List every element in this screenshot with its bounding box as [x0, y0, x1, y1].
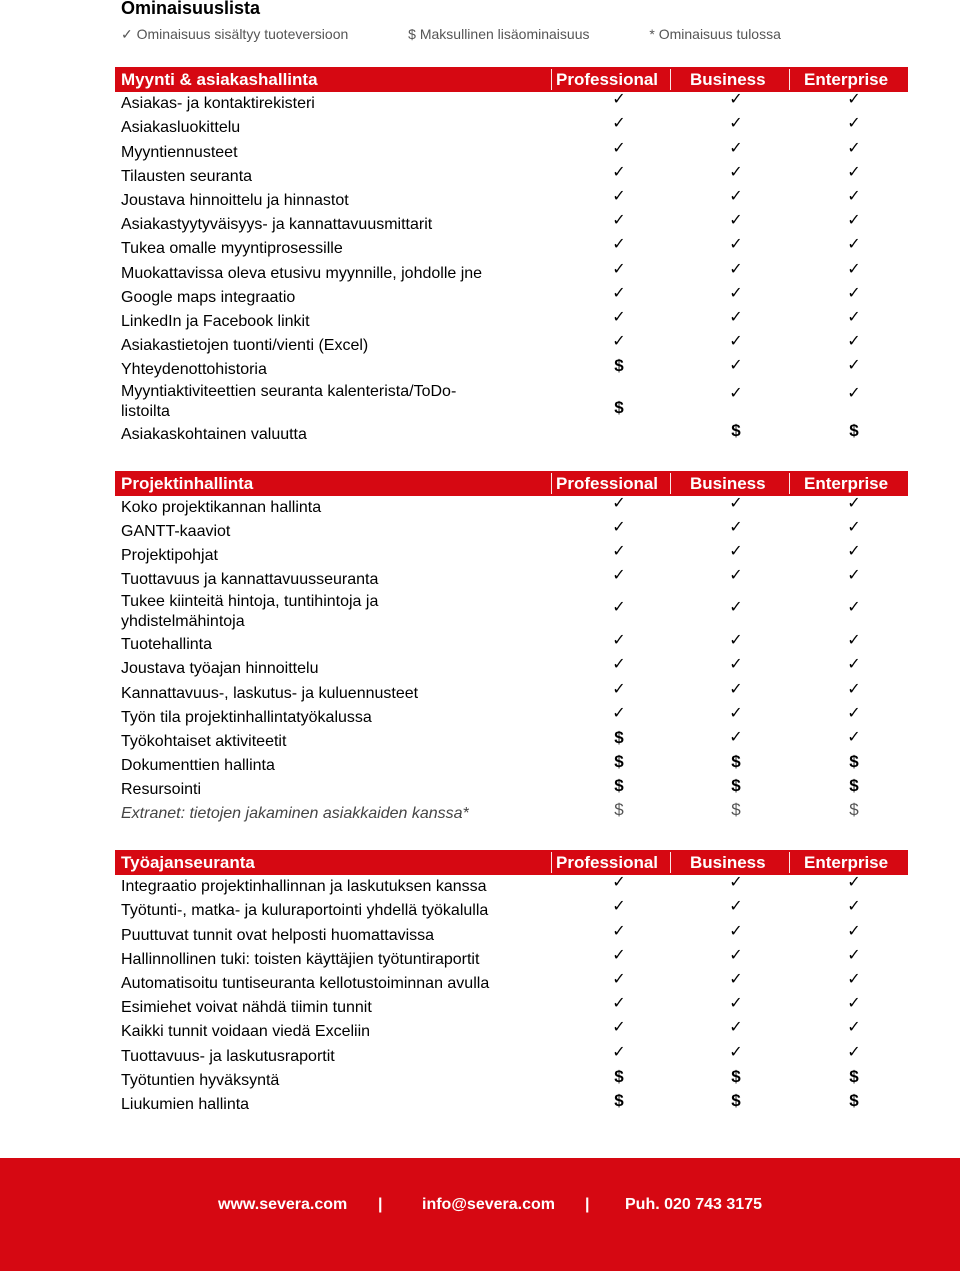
- check-icon: ✓: [729, 495, 743, 512]
- paid-feature-icon: $: [614, 1067, 624, 1086]
- check-icon: ✓: [612, 236, 626, 253]
- paid-feature-icon: $: [614, 398, 624, 417]
- check-icon: ✓: [729, 115, 743, 132]
- feature-row: [121, 495, 911, 518]
- feature-row: [121, 567, 911, 590]
- column-divider: [551, 69, 552, 90]
- feature-label: Projektipohjat: [121, 547, 218, 564]
- legend-upcoming: * Ominaisuus tulossa: [649, 26, 781, 42]
- check-icon: ✓: [847, 115, 861, 132]
- feature-label: Dokumenttien hallinta: [121, 757, 275, 774]
- feature-row: [121, 800, 911, 824]
- feature-label: Koko projektikannan hallinta: [121, 499, 322, 516]
- footer-separator: |: [378, 1196, 383, 1213]
- check-icon: ✓: [847, 656, 861, 673]
- feature-label: Esimiehet voivat nähdä tiimin tunnit: [121, 999, 372, 1016]
- feature-row: [121, 898, 911, 921]
- check-icon: ✓: [729, 236, 743, 253]
- feature-row: [121, 519, 911, 542]
- check-icon: ✓: [729, 971, 743, 988]
- feature-row: [121, 261, 911, 284]
- check-icon: ✓: [729, 333, 743, 350]
- check-icon: ✓: [847, 91, 861, 108]
- column-divider: [551, 852, 552, 873]
- feature-row: [121, 1019, 911, 1042]
- paid-feature-icon: $: [614, 776, 624, 795]
- feature-label: Työn tila projektinhallintatyökalussa: [121, 709, 372, 726]
- feature-label: Resursointi: [121, 781, 202, 798]
- feature-label: Tilausten seuranta: [121, 168, 253, 185]
- check-icon: ✓: [729, 1019, 743, 1036]
- check-icon: ✓: [847, 495, 861, 512]
- feature-label: Työtunti-, matka- ja kuluraportointi yhdellä työkalulla: [121, 902, 489, 919]
- check-icon: ✓: [847, 567, 861, 584]
- feature-label: Työtuntien hyväksyntä: [121, 1072, 280, 1089]
- check-icon: ✓: [612, 874, 626, 891]
- column-divider: [789, 473, 790, 494]
- paid-feature-icon: $: [731, 421, 741, 440]
- feature-row: [121, 923, 911, 946]
- feature-row: [121, 356, 911, 380]
- feature-label: Yhteydenottohistoria: [121, 361, 267, 378]
- check-icon: ✓: [729, 656, 743, 673]
- feature-label: Automatisoitu tuntiseuranta kellotustoiminnan avulla: [121, 975, 490, 992]
- check-icon: ✓: [729, 729, 743, 746]
- check-icon: ✓: [612, 656, 626, 673]
- feature-label: Integraatio projektinhallinnan ja laskutuksen kanssa: [121, 878, 487, 895]
- paid-feature-icon: $: [614, 752, 624, 771]
- feature-row: [121, 91, 911, 114]
- column-header-business: Business: [690, 474, 766, 493]
- feature-label: Tuottavuus- ja laskutusraportit: [121, 1048, 335, 1065]
- feature-label: GANTT-kaaviot: [121, 523, 231, 540]
- check-icon: ✓: [612, 705, 626, 722]
- check-icon: ✓: [612, 567, 626, 584]
- feature-label: Joustava työajan hinnoittelu: [121, 660, 319, 677]
- check-icon: ✓: [729, 995, 743, 1012]
- column-header-business: Business: [690, 70, 766, 89]
- check-icon: ✓: [612, 923, 626, 940]
- check-icon: ✓: [612, 285, 626, 302]
- paid-feature-icon: $: [731, 1067, 741, 1086]
- check-icon: ✓: [847, 995, 861, 1012]
- check-icon: ✓: [729, 898, 743, 915]
- check-icon: ✓: [612, 898, 626, 915]
- check-icon: ✓: [847, 729, 861, 746]
- paid-feature-icon: $: [614, 800, 624, 819]
- check-icon: ✓: [612, 115, 626, 132]
- check-icon: ✓: [847, 385, 861, 402]
- check-icon: ✓: [612, 309, 626, 326]
- check-icon: ✓: [612, 212, 626, 229]
- check-icon: ✓: [729, 140, 743, 157]
- feature-label: Kaikki tunnit voidaan viedä Exceliin: [121, 1023, 371, 1040]
- legend-paid: $ Maksullinen lisäominaisuus: [408, 26, 590, 42]
- section-title: Myynti & asiakashallinta: [121, 70, 318, 89]
- feature-label: Kannattavuus-, laskutus- ja kuluennusteet: [121, 685, 419, 702]
- check-icon: ✓: [729, 681, 743, 698]
- check-icon: ✓: [612, 632, 626, 649]
- check-icon: ✓: [612, 1044, 626, 1061]
- feature-row: [121, 874, 911, 897]
- check-icon: ✓: [729, 519, 743, 536]
- feature-row: [121, 333, 911, 356]
- check-icon: ✓: [847, 309, 861, 326]
- check-icon: ✓: [729, 357, 743, 374]
- check-icon: ✓: [612, 1019, 626, 1036]
- check-icon: ✓: [847, 874, 861, 891]
- check-icon: ✓: [729, 599, 743, 616]
- paid-feature-icon: $: [731, 776, 741, 795]
- check-icon: ✓: [847, 519, 861, 536]
- check-icon: ✓: [847, 599, 861, 616]
- feature-row: [121, 681, 911, 704]
- feature-label: Hallinnollinen tuki: toisten käyttäjien työtuntiraportit: [121, 951, 480, 968]
- feature-row: [121, 164, 911, 187]
- column-header-enterprise: Enterprise: [804, 474, 889, 493]
- feature-label: Työkohtaiset aktiviteetit: [121, 733, 287, 750]
- check-icon: ✓: [612, 599, 626, 616]
- check-icon: ✓: [729, 309, 743, 326]
- check-icon: ✓: [847, 1019, 861, 1036]
- feature-label: Asiakasluokittelu: [121, 119, 241, 136]
- check-icon: ✓: [847, 236, 861, 253]
- feature-row: [121, 705, 911, 728]
- column-header-enterprise: Enterprise: [804, 70, 889, 89]
- check-icon: ✓: [729, 261, 743, 278]
- paid-feature-icon: $: [731, 800, 741, 819]
- check-icon: ✓: [612, 140, 626, 157]
- check-icon: ✓: [612, 971, 626, 988]
- check-icon: ✓: [729, 285, 743, 302]
- paid-feature-icon: $: [849, 1067, 859, 1086]
- check-icon: ✓: [729, 567, 743, 584]
- feature-row: [121, 971, 911, 994]
- feature-row: [121, 212, 911, 235]
- column-divider: [670, 69, 671, 90]
- check-icon: ✓: [729, 543, 743, 560]
- section-title: Projektinhallinta: [121, 474, 254, 493]
- feature-row: [121, 656, 911, 679]
- check-icon: ✓: [612, 495, 626, 512]
- section-header: [115, 850, 908, 875]
- column-header-enterprise: Enterprise: [804, 853, 889, 872]
- column-header-professional: Professional: [556, 70, 659, 89]
- feature-label: Puuttuvat tunnit ovat helposti huomattavissa: [121, 927, 435, 944]
- paid-feature-icon: $: [731, 752, 741, 771]
- check-icon: ✓: [847, 705, 861, 722]
- column-header-business: Business: [690, 853, 766, 872]
- check-icon: ✓: [847, 261, 861, 278]
- check-icon: ✓: [612, 164, 626, 181]
- legend-included: ✓ Ominaisuus sisältyy tuoteversioon: [121, 26, 349, 42]
- footer-email[interactable]: info@severa.com: [422, 1196, 555, 1213]
- feature-row: [121, 188, 911, 211]
- check-icon: ✓: [847, 1044, 861, 1061]
- feature-row: [121, 309, 911, 332]
- check-icon: ✓: [729, 385, 743, 402]
- feature-label: Joustava hinnoittelu ja hinnastot: [121, 192, 349, 209]
- feature-row: [121, 632, 911, 655]
- section-header: [115, 471, 908, 496]
- paid-feature-icon: $: [849, 752, 859, 771]
- feature-label: Tukee kiinteitä hintoja, tuntihintoja ja yhdistelmähintoja: [121, 593, 379, 630]
- column-header-professional: Professional: [556, 474, 659, 493]
- check-icon: ✓: [612, 995, 626, 1012]
- check-icon: ✓: [847, 632, 861, 649]
- check-icon: ✓: [847, 947, 861, 964]
- check-icon: ✓: [729, 947, 743, 964]
- feature-row: [121, 728, 911, 752]
- check-icon: ✓: [847, 140, 861, 157]
- check-icon: ✓: [847, 971, 861, 988]
- feature-label: Extranet: tietojen jakaminen asiakkaiden kanssa*: [121, 805, 469, 822]
- check-icon: ✓: [612, 947, 626, 964]
- check-icon: ✓: [847, 333, 861, 350]
- check-icon: ✓: [847, 212, 861, 229]
- feature-label: Muokattavissa oleva etusivu myynnille, johdolle jne: [121, 265, 483, 282]
- feature-row: [121, 1067, 911, 1091]
- check-icon: ✓: [847, 164, 861, 181]
- check-icon: ✓: [847, 898, 861, 915]
- paid-feature-icon: $: [849, 800, 859, 819]
- check-icon: ✓: [612, 519, 626, 536]
- feature-row: [121, 115, 911, 138]
- column-divider: [670, 473, 671, 494]
- feature-label: Liukumien hallinta: [121, 1096, 250, 1113]
- check-icon: ✓: [847, 543, 861, 560]
- check-icon: ✓: [729, 705, 743, 722]
- footer-separator: |: [585, 1196, 590, 1213]
- check-icon: ✓: [729, 923, 743, 940]
- feature-label: Asiakas- ja kontaktirekisteri: [121, 95, 315, 112]
- feature-row: [121, 1044, 911, 1067]
- feature-row: [121, 592, 911, 632]
- check-icon: ✓: [612, 91, 626, 108]
- page-title: Ominaisuuslista: [121, 0, 261, 18]
- check-icon: ✓: [612, 261, 626, 278]
- check-icon: ✓: [729, 188, 743, 205]
- footer-website[interactable]: www.severa.com: [218, 1196, 348, 1213]
- check-icon: ✓: [847, 681, 861, 698]
- feature-row: [121, 752, 911, 776]
- check-icon: ✓: [612, 188, 626, 205]
- check-icon: ✓: [729, 212, 743, 229]
- feature-label: Asiakaskohtainen valuutta: [121, 426, 307, 443]
- check-icon: ✓: [847, 188, 861, 205]
- feature-row: [121, 776, 911, 800]
- check-icon: ✓: [729, 91, 743, 108]
- column-divider: [670, 852, 671, 873]
- paid-feature-icon: $: [731, 1091, 741, 1110]
- feature-label: LinkedIn ja Facebook linkit: [121, 313, 310, 330]
- check-icon: ✓: [729, 164, 743, 181]
- feature-row: [121, 947, 911, 970]
- check-icon: ✓: [729, 874, 743, 891]
- feature-label: Asiakastietojen tuonti/vienti (Excel): [121, 337, 369, 354]
- feature-label: Tuotehallinta: [121, 636, 213, 653]
- paid-feature-icon: $: [849, 421, 859, 440]
- column-divider: [789, 852, 790, 873]
- paid-feature-icon: $: [614, 1091, 624, 1110]
- check-icon: ✓: [729, 1044, 743, 1061]
- check-icon: ✓: [612, 543, 626, 560]
- feature-row: [121, 1091, 911, 1115]
- feature-row: [121, 285, 911, 308]
- check-icon: ✓: [847, 357, 861, 374]
- check-icon: ✓: [729, 632, 743, 649]
- feature-label: Tukea omalle myyntiprosessille: [121, 240, 343, 257]
- check-icon: ✓: [847, 923, 861, 940]
- section-title: Työajanseuranta: [121, 853, 255, 872]
- feature-row: [121, 382, 911, 422]
- section-header: [115, 67, 908, 92]
- paid-feature-icon: $: [614, 728, 624, 747]
- feature-row: [121, 421, 911, 445]
- feature-label: Myyntiennusteet: [121, 144, 238, 161]
- column-divider: [789, 69, 790, 90]
- feature-label: Asiakastyytyväisyys- ja kannattavuusmittarit: [121, 216, 433, 233]
- paid-feature-icon: $: [849, 776, 859, 795]
- check-icon: ✓: [612, 333, 626, 350]
- legend: [121, 25, 781, 43]
- feature-row: [121, 543, 911, 566]
- feature-label: Tuottavuus ja kannattavuusseuranta: [121, 571, 379, 588]
- check-icon: ✓: [612, 681, 626, 698]
- feature-row: [121, 995, 911, 1018]
- feature-row: [121, 236, 911, 259]
- feature-label: Google maps integraatio: [121, 289, 296, 306]
- paid-feature-icon: $: [849, 1091, 859, 1110]
- column-header-professional: Professional: [556, 853, 659, 872]
- paid-feature-icon: $: [614, 356, 624, 375]
- footer-phone: Puh. 020 743 3175: [625, 1196, 762, 1213]
- column-divider: [551, 473, 552, 494]
- check-icon: ✓: [847, 285, 861, 302]
- feature-label: Myyntiaktiviteettien seuranta kalenterista/ToDo- listoilta: [121, 383, 457, 420]
- footer-bar: [0, 1158, 960, 1271]
- feature-row: [121, 140, 911, 163]
